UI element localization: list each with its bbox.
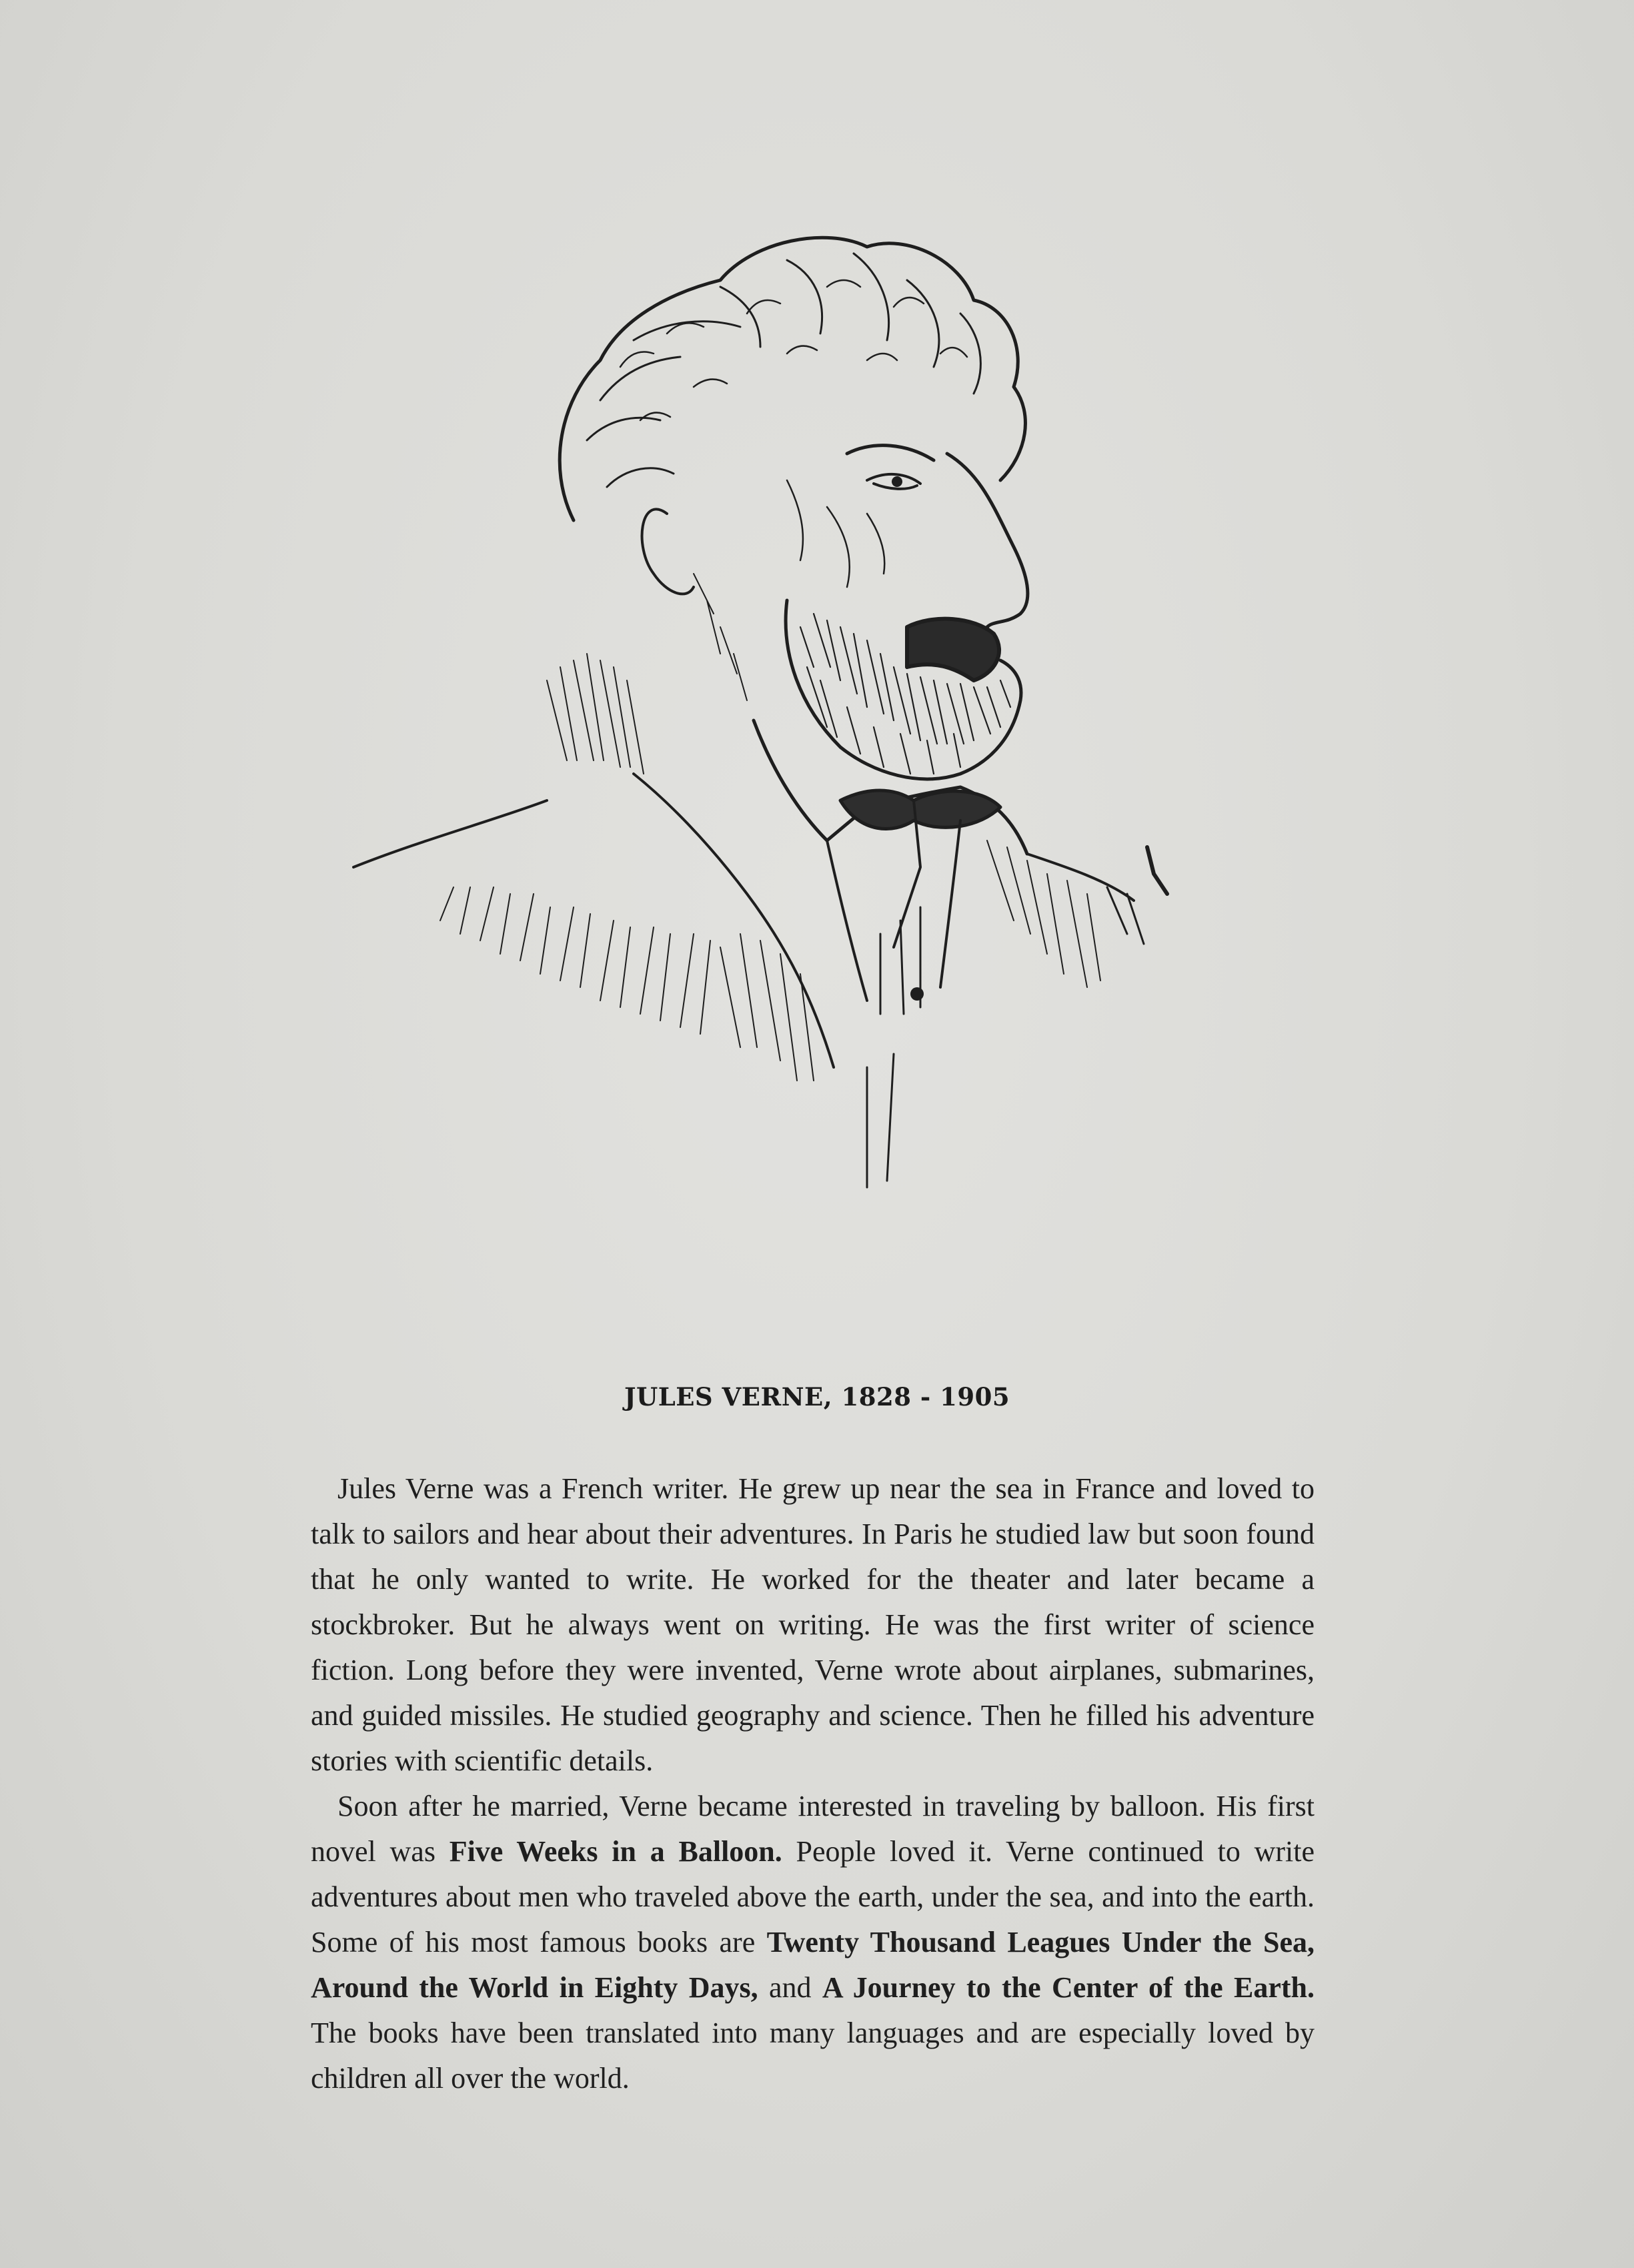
hair-outline (560, 237, 1025, 520)
coat-left (634, 774, 834, 1067)
bow-tie (840, 790, 1000, 828)
brow (847, 446, 934, 460)
paragraph-2-text: and (758, 1971, 822, 2004)
shirt (827, 820, 960, 1001)
collar (754, 720, 1027, 854)
biography-paragraph-2 (311, 1784, 1315, 2101)
page-title (0, 1382, 1634, 1411)
coat-right (1027, 854, 1134, 901)
author-name: JULES VERNE, (624, 1382, 833, 1411)
biography-text (311, 1466, 1315, 2101)
author-years: 1828 - 1905 (841, 1382, 1010, 1411)
ear (642, 509, 694, 594)
book-title: Around the World in Eighty Days, (311, 1971, 758, 2004)
book-title: Twenty Thousand Leagues Under the Sea, (766, 1926, 1315, 1958)
paragraph-2-text: The books have been translated into many languages and are especially loved by children all over the world. (311, 2017, 1315, 2095)
jules-verne-portrait-illustration (320, 200, 1254, 1234)
book-title: A Journey to the Center of the Earth. (822, 1971, 1315, 2004)
book-title: Five Weeks in a Balloon. (449, 1835, 782, 1868)
paragraph-2-text: People loved it. Verne continued to write adventures about men who traveled above the earth, under the sea, and into the earth. Some of his most famous books are (311, 1835, 1315, 1958)
left-shoulder (353, 800, 547, 867)
biography-paragraph-1: Jules Verne was a French writer. He grew up near the sea in France and loved to talk to sailors and hear about their adventures. In Paris he studied law but soon found that he only wanted to write. He worked for the theater and later became a stockbroker. But he always went on writing. He was the first writer of science fiction. Long before they were invented, Verne wrote about airplanes, submarines, and guided missiles. He studied geography and science. Then he filled his adventure stories with scientific details. (311, 1472, 1315, 1777)
paragraph-2-text: Soon after he married, Verne became interested in traveling by balloon. His first novel was (311, 1790, 1315, 1868)
mustache (907, 619, 999, 680)
